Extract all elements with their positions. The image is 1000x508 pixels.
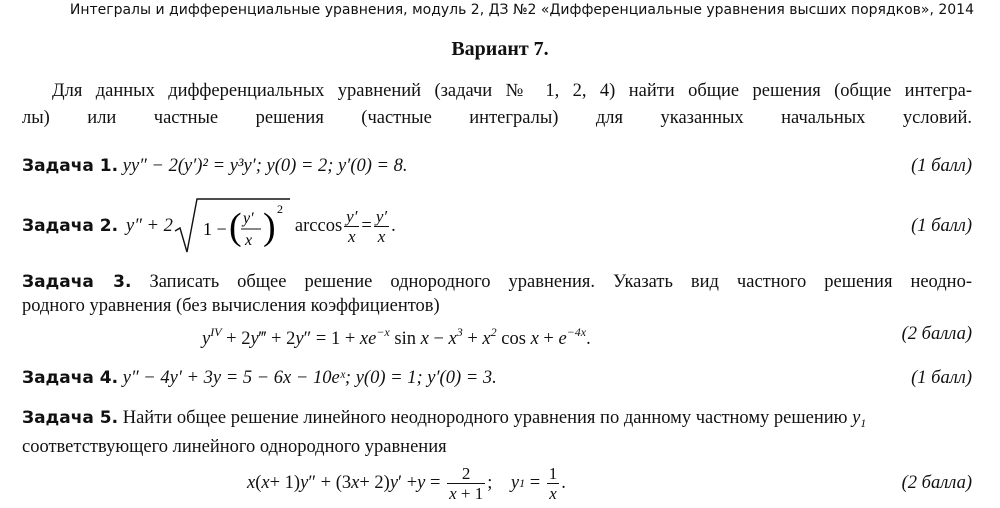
task-1-label: Задача 1.	[22, 156, 119, 176]
intro-line-2: лы) или частные решения (частные интегралы) для указанных начальных условий.	[22, 108, 972, 128]
task-1-points: (1 балл)	[911, 156, 972, 176]
task-3-label: Задача 3.	[22, 272, 132, 292]
svg-text:y′: y′	[242, 210, 254, 227]
svg-text:1 −: 1 −	[202, 219, 227, 239]
task-5-text-1: Задача 5. Найти общее решение линейного неоднородного уравнения по данному частному решению $y_1$	[22, 408, 867, 430]
task-2	[22, 196, 972, 256]
svg-text:): )	[262, 206, 276, 248]
task-3-text-2: родного уравнения (без вычисления коэффициентов)	[22, 296, 440, 316]
task-4-label: Задача 4.	[22, 368, 119, 388]
task-4	[22, 366, 972, 390]
intro-line-1: Для данных дифференциальных уравнений (задачи № 1, 2, 4) найти общие решения (общие интегра-	[52, 81, 972, 101]
intro-paragraph	[22, 78, 972, 132]
task-2-points: (1 балл)	[911, 216, 972, 236]
task-4-points: (1 балл)	[911, 368, 972, 388]
task-2-equation: y″ + 2 1 − ( y′ x ) 2 arccos $\frac{y'}{x}$ = $\frac{y'}{x}$ .	[126, 196, 396, 256]
task-2-label: Задача 2.	[22, 216, 119, 236]
variant-title: Вариант 7.	[451, 38, 549, 60]
task-4-equation: y″ − 4y′ + 3y = 5 − 6x − 10eˣ; y(0) = 1; y′(0) = 3.	[122, 368, 497, 388]
svg-text:(: (	[228, 206, 242, 248]
task-1-equation: yy″ − 2(y′)² = y³y′; y(0) = 2; y′(0) = 8.	[122, 156, 408, 176]
task-3-text-1: Задача 3. Записать общее решение однородного уравнения. Указать вид частного решения неодно-	[22, 272, 972, 292]
task-1	[22, 154, 972, 178]
document-header: Интегралы и дифференциальные уравнения, модуль 2, ДЗ №2 «Дифференциальные уравнения высших порядков», 2014	[69, 2, 974, 18]
task-5-text-2: соответствующего линейного однородного уравнения	[22, 437, 447, 457]
task-5-points: (2 балла)	[901, 473, 972, 493]
task-5	[22, 406, 972, 507]
svg-text:x: x	[244, 232, 253, 249]
task-3-equation: $y^{IV}$ + 2y‴ + $2y'' = 1 + xe^{-x}$ $\sin x - x^3 + x^2$ $\cos x + e^{-4x}$.	[202, 325, 591, 349]
task-3-points: (2 балла)	[901, 324, 972, 344]
task-3	[22, 270, 972, 350]
task-5-equation: x ( x + 1) y ″ + (3 x + 2) y ′ + y = $\frac{2}{x + 1}$ ; y 1 = $\frac{1}{x}$ .	[247, 463, 566, 503]
task-5-label: Задача 5.	[22, 408, 119, 428]
svg-text:2: 2	[276, 202, 283, 216]
